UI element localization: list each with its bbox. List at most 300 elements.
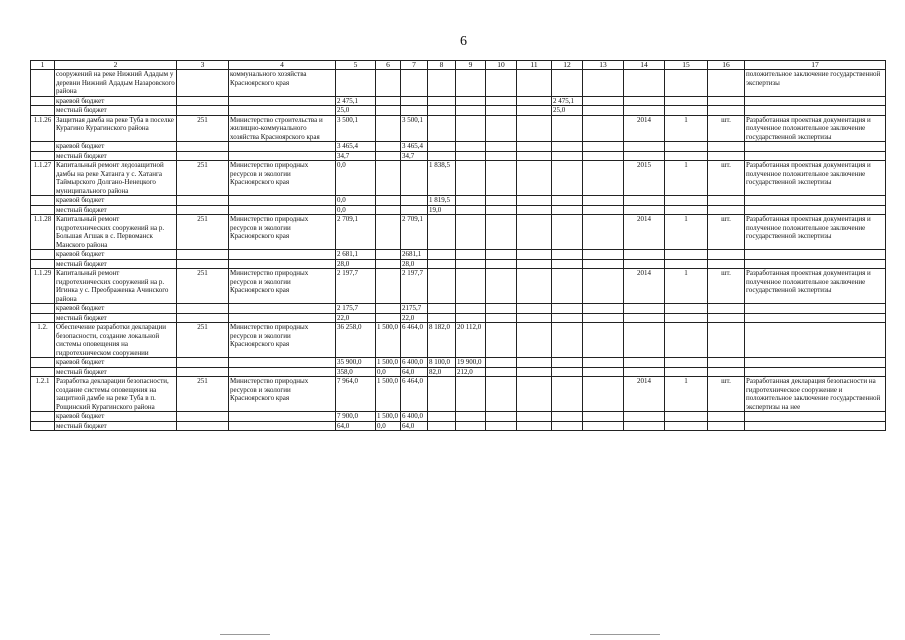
header-row (31, 61, 886, 70)
table-cell: 2 681,1 (336, 250, 376, 260)
table-cell: 6 464,0 (401, 323, 428, 358)
table-cell (486, 196, 517, 206)
table-cell: сооружений на реке Нижний Ададым у деревни Нижний Ададым Назаровского района (56, 70, 175, 95)
table-cell: 6 464,0 (401, 377, 428, 412)
table-cell: шт. (708, 377, 745, 412)
table-cell (552, 115, 583, 142)
table-cell (517, 215, 552, 250)
table-cell (624, 151, 665, 161)
table-cell: 8 182,0 (428, 323, 456, 358)
table-cell (552, 269, 583, 304)
table-cell (745, 358, 886, 368)
table-cell: 1 (665, 161, 708, 196)
table-cell (177, 205, 229, 215)
header-cell: 8 (428, 61, 456, 70)
table-cell (177, 304, 229, 314)
table-cell (708, 421, 745, 431)
table-cell: 1.1.29 (31, 269, 55, 304)
table-cell (428, 259, 456, 269)
table-cell (665, 250, 708, 260)
table-cell (428, 304, 456, 314)
table-cell (624, 358, 665, 368)
table-cell (745, 106, 886, 116)
table-cell (428, 412, 456, 422)
table-cell (624, 70, 665, 97)
table-cell (376, 205, 401, 215)
header-cell: 5 (336, 61, 376, 70)
table-cell: Капитальный ремонт гидротехнических сооружений на р. Большая Агшак в с. Первоманск Манского района (55, 215, 177, 250)
table-cell (552, 215, 583, 250)
table-cell (401, 106, 428, 116)
table-cell: 0,0 (376, 421, 401, 431)
table-row (31, 269, 886, 304)
table-cell: 2681,1 (401, 250, 428, 260)
table-cell: 3 500,1 (401, 115, 428, 142)
table-cell (428, 96, 456, 106)
table-cell: Министерство строительства и жилищно-коммунального хозяйства Красноярского края (229, 115, 336, 142)
table-cell: Разработка декларации безопасности, создание системы оповещения на защитной дамбе на реке Туба в п. Рощинский Курагинского района (55, 377, 177, 412)
table-cell (456, 196, 486, 206)
table-cell: 2014 (624, 115, 665, 142)
table-cell (428, 106, 456, 116)
table-cell: Разработанная проектная документация и полученное положительное заключение государственной экспертизы (745, 115, 886, 142)
table-cell (177, 96, 229, 106)
table-cell (552, 367, 583, 377)
table-cell: 2 709,1 (401, 215, 428, 250)
table-cell: 3 465,4 (336, 142, 376, 152)
table-cell (745, 142, 886, 152)
table-cell (177, 259, 229, 269)
table-cell (486, 250, 517, 260)
table-cell (517, 196, 552, 206)
table-cell (552, 70, 583, 97)
table-cell (745, 412, 886, 422)
table-cell: местный бюджет (55, 313, 177, 323)
table-cell (745, 196, 886, 206)
table-cell: Обеспечение разработки декларации безопасности, создание локальной системы оповещения на гидротехническом сооружении (55, 323, 177, 358)
footer-rule-right (590, 634, 660, 635)
table-cell (517, 323, 552, 358)
table-cell (624, 412, 665, 422)
table-cell (229, 142, 336, 152)
table-cell (517, 313, 552, 323)
table-cell: 1 500,0 (376, 323, 401, 358)
table-cell: 3 500,1 (336, 115, 376, 142)
table-cell (552, 142, 583, 152)
table-cell (229, 421, 336, 431)
table-cell (229, 205, 336, 215)
table-cell: 28,0 (401, 259, 428, 269)
table-cell (552, 412, 583, 422)
table-cell (456, 269, 486, 304)
table-cell: 28,0 (336, 259, 376, 269)
table-cell: 1 (665, 269, 708, 304)
table-cell: Капитальный ремонт гидротехнических сооружений на р. Игинка у с. Преображенка Ачинского района (55, 269, 177, 304)
table-cell (745, 205, 886, 215)
table-cell: 1 (665, 115, 708, 142)
table-cell (708, 259, 745, 269)
table-cell (583, 367, 624, 377)
table-cell (486, 161, 517, 196)
table-cell: краевой бюджет (55, 196, 177, 206)
table-cell (229, 358, 336, 368)
table-cell (583, 115, 624, 142)
table-cell: 2 475,1 (336, 96, 376, 106)
table-cell (456, 96, 486, 106)
table-cell (486, 115, 517, 142)
table-row (31, 421, 886, 431)
table-cell: 25,0 (336, 106, 376, 116)
table-cell (745, 250, 886, 260)
table-cell (745, 259, 886, 269)
table-row (31, 358, 886, 368)
table-cell (583, 421, 624, 431)
table-cell (708, 205, 745, 215)
table-cell (624, 250, 665, 260)
footer-rule-left (220, 634, 270, 635)
table-cell (456, 421, 486, 431)
table-cell: местный бюджет (55, 151, 177, 161)
table-cell (229, 313, 336, 323)
table-cell: 1 500,0 (376, 358, 401, 368)
table-cell (456, 115, 486, 142)
table-cell: 0,0 (336, 205, 376, 215)
table-cell (708, 367, 745, 377)
table-cell (376, 269, 401, 304)
table-cell: Разработанная проектная документация и полученное положительное заключение государственной экспертизы (745, 269, 886, 304)
table-cell (552, 421, 583, 431)
table-cell (456, 313, 486, 323)
table-cell: 1.2. (31, 323, 55, 358)
header-cell: 10 (486, 61, 517, 70)
table-cell (456, 259, 486, 269)
table-cell (428, 151, 456, 161)
table-cell (456, 412, 486, 422)
table-cell: 251 (177, 161, 229, 196)
table-cell (401, 196, 428, 206)
table-cell (745, 421, 886, 431)
table-row (31, 70, 886, 97)
table-cell: 19 900,0 (456, 358, 486, 368)
table-row (31, 161, 886, 196)
table-cell: местный бюджет (55, 106, 177, 116)
table-row (31, 142, 886, 152)
table-cell (583, 269, 624, 304)
table-cell: 2 197,7 (401, 269, 428, 304)
table-cell (624, 259, 665, 269)
table-cell (583, 358, 624, 368)
table-cell: 0,0 (336, 161, 376, 196)
header-cell: 11 (517, 61, 552, 70)
table-cell: Разработанная декларация безопасности на гидротехническое сооружение и положительное заключение государственной экспертизы на нее (745, 377, 886, 412)
table-row (31, 205, 886, 215)
table-cell: местный бюджет (55, 259, 177, 269)
table-cell (428, 377, 456, 412)
table-cell (376, 196, 401, 206)
table-cell (177, 421, 229, 431)
table-cell (583, 313, 624, 323)
table-cell (401, 161, 428, 196)
table-cell: 1 500,0 (376, 412, 401, 422)
table-cell (376, 215, 401, 250)
table-cell: 34,7 (401, 151, 428, 161)
table-cell: Разработанная проектная документация и полученное положительное заключение государственной экспертизы (745, 161, 886, 196)
table-cell (376, 96, 401, 106)
table-cell: коммунального хозяйства Красноярского края (229, 70, 336, 97)
table-cell (665, 259, 708, 269)
table-row (31, 250, 886, 260)
table-cell (336, 70, 376, 97)
table-cell (708, 323, 745, 358)
table-cell: 64,0 (336, 421, 376, 431)
header-cell: 9 (456, 61, 486, 70)
table-cell (177, 196, 229, 206)
table-cell (552, 205, 583, 215)
table-cell (229, 196, 336, 206)
table-cell (708, 96, 745, 106)
table-cell (376, 313, 401, 323)
table-cell: 34,7 (336, 151, 376, 161)
table-cell (177, 358, 229, 368)
table-cell (229, 367, 336, 377)
table-cell: краевой бюджет (55, 142, 177, 152)
table-cell (229, 96, 336, 106)
table-cell (229, 259, 336, 269)
table-cell (624, 304, 665, 314)
table-cell (583, 304, 624, 314)
table-cell (229, 151, 336, 161)
table-cell (428, 313, 456, 323)
table-cell (517, 96, 552, 106)
table-cell (376, 70, 401, 97)
table-cell: 1.1.28 (31, 215, 55, 250)
table-cell: местный бюджет (55, 421, 177, 431)
table-cell (552, 161, 583, 196)
table-cell (486, 70, 517, 97)
table-cell (624, 106, 665, 116)
table-cell (31, 421, 55, 431)
table-cell (31, 142, 55, 152)
table-cell (376, 304, 401, 314)
table-cell (376, 259, 401, 269)
table-cell (517, 151, 552, 161)
table-cell (665, 367, 708, 377)
table-cell (708, 70, 745, 97)
table-cell (583, 205, 624, 215)
table-cell (552, 151, 583, 161)
table-cell: 2 709,1 (336, 215, 376, 250)
table-cell: 25,0 (552, 106, 583, 116)
table-cell (665, 313, 708, 323)
table-cell: краевой бюджет (55, 96, 177, 106)
table-cell (229, 304, 336, 314)
table-cell (517, 106, 552, 116)
table-cell (486, 259, 517, 269)
table-cell (456, 304, 486, 314)
table-cell (745, 304, 886, 314)
table-cell (552, 259, 583, 269)
table-cell (486, 313, 517, 323)
table-cell: местный бюджет (55, 367, 177, 377)
table-cell (745, 323, 886, 358)
table-cell: 6 400,0 (401, 358, 428, 368)
table-cell (583, 96, 624, 106)
table-cell (624, 323, 665, 358)
table-cell (517, 259, 552, 269)
table-cell (517, 115, 552, 142)
table-cell: 1 (665, 377, 708, 412)
table-cell (376, 142, 401, 152)
table-row (31, 96, 886, 106)
table-cell (552, 377, 583, 412)
table-cell (517, 377, 552, 412)
table-cell: 1.1.26 (31, 115, 55, 142)
table-cell (486, 205, 517, 215)
table-cell (177, 142, 229, 152)
header-cell: 3 (177, 61, 229, 70)
table-cell: 7 900,0 (336, 412, 376, 422)
table-cell (486, 151, 517, 161)
table-cell (624, 96, 665, 106)
table-cell (583, 151, 624, 161)
table-cell: положительное заключение государственной экспертизы (745, 70, 886, 97)
table-cell: 2014 (624, 377, 665, 412)
table-cell (177, 250, 229, 260)
table-cell (583, 196, 624, 206)
header-cell: 6 (376, 61, 401, 70)
table-cell: Защитная дамба на реке Туба в поселке Курагино Курагинского района (55, 115, 177, 142)
table-cell: 1 838,5 (428, 161, 456, 196)
table-cell (745, 367, 886, 377)
table-cell (665, 70, 708, 97)
table-cell (517, 358, 552, 368)
table-cell (665, 151, 708, 161)
table-cell (31, 205, 55, 215)
table-cell: шт. (708, 215, 745, 250)
table-cell: 1.1.27 (31, 161, 55, 196)
table-cell: 212,0 (456, 367, 486, 377)
table-cell (708, 196, 745, 206)
table-cell: Разработанная проектная документация и полученное положительное заключение государственной экспертизы (745, 215, 886, 250)
table-row (31, 115, 886, 142)
table-cell: 1 (665, 215, 708, 250)
table-cell: 251 (177, 377, 229, 412)
table-cell (376, 115, 401, 142)
table-cell (456, 377, 486, 412)
table-row (31, 313, 886, 323)
table-cell (665, 358, 708, 368)
table-cell (486, 412, 517, 422)
table-cell: 36 258,0 (336, 323, 376, 358)
table-cell: 35 900,0 (336, 358, 376, 368)
table-cell: Министерство природных ресурсов и экологии Красноярского края (229, 161, 336, 196)
table-cell (708, 151, 745, 161)
table-cell (428, 269, 456, 304)
table-row (31, 151, 886, 161)
table-cell (456, 151, 486, 161)
table-cell: 251 (177, 269, 229, 304)
table-cell: 2014 (624, 215, 665, 250)
table-cell (552, 313, 583, 323)
table-cell (401, 96, 428, 106)
table-cell (31, 259, 55, 269)
header-cell: 16 (708, 61, 745, 70)
table-cell (428, 70, 456, 97)
table-cell (31, 313, 55, 323)
table-cell: Капитальный ремонт ледозащитной дамбы на реке Хатанга у с. Хатанга Таймырского Долгано-Ненецкого муниципального района (55, 161, 177, 196)
table-cell: Министерство природных ресурсов и экологии Красноярского края (229, 323, 336, 358)
table-cell (665, 205, 708, 215)
table-cell: 64,0 (401, 367, 428, 377)
program-table (30, 60, 886, 431)
table-cell (745, 151, 886, 161)
table-cell (486, 421, 517, 431)
table-cell (229, 412, 336, 422)
table-row (31, 196, 886, 206)
table-cell (31, 358, 55, 368)
header-cell: 7 (401, 61, 428, 70)
table-row (31, 259, 886, 269)
table-cell: шт. (708, 115, 745, 142)
table-cell: краевой бюджет (55, 358, 177, 368)
table-cell (456, 142, 486, 152)
table-cell (517, 142, 552, 152)
table-cell (665, 421, 708, 431)
table-cell (486, 96, 517, 106)
table-cell (486, 215, 517, 250)
table-cell: Министерство природных ресурсов и экологии Красноярского края (229, 377, 336, 412)
table-cell: 2 175,7 (336, 304, 376, 314)
table-cell: 251 (177, 215, 229, 250)
table-cell (486, 106, 517, 116)
table-cell: 2015 (624, 161, 665, 196)
header-cell: 13 (583, 61, 624, 70)
table-cell (708, 412, 745, 422)
table-cell (583, 250, 624, 260)
table-cell: 0,0 (376, 367, 401, 377)
table-cell (177, 106, 229, 116)
table-cell (177, 70, 229, 97)
table-cell: краевой бюджет (55, 304, 177, 314)
table-cell (456, 215, 486, 250)
table-cell (428, 115, 456, 142)
table-cell (665, 412, 708, 422)
table-cell: 251 (177, 323, 229, 358)
table-cell (177, 313, 229, 323)
table-cell: 0,0 (336, 196, 376, 206)
table-cell (665, 196, 708, 206)
table-cell: 2 475,1 (552, 96, 583, 106)
table-cell (708, 313, 745, 323)
table-cell (517, 250, 552, 260)
table-cell (583, 377, 624, 412)
table-cell: Министерство природных ресурсов и экологии Красноярского края (229, 269, 336, 304)
table-cell (31, 70, 55, 97)
table-cell: 8 100,0 (428, 358, 456, 368)
table-cell: 251 (177, 115, 229, 142)
table-cell (177, 367, 229, 377)
table-cell: местный бюджет (55, 205, 177, 215)
table-cell (376, 161, 401, 196)
table-cell (486, 377, 517, 412)
table-row (31, 323, 886, 358)
table-cell: 3 465,4 (401, 142, 428, 152)
table-cell (583, 106, 624, 116)
table-cell (708, 142, 745, 152)
table-cell (552, 304, 583, 314)
table-cell (583, 142, 624, 152)
table-cell (708, 358, 745, 368)
